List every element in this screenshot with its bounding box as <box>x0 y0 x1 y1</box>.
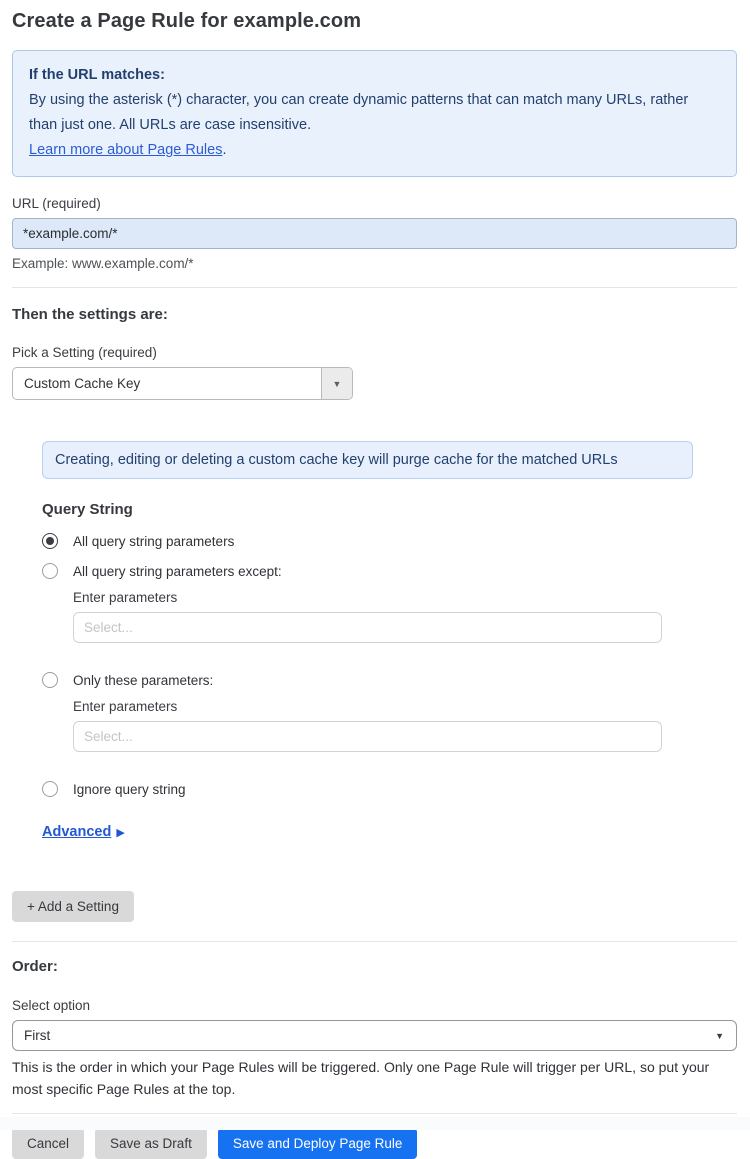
footer-actions <box>12 1128 737 1159</box>
chevron-down-icon: ▼ <box>715 1030 724 1041</box>
radio-button-icon[interactable] <box>42 672 58 688</box>
only-parameters-input[interactable] <box>73 721 662 752</box>
query-string-heading: Query String <box>42 501 133 518</box>
chevron-right-icon: ▶ <box>116 826 125 839</box>
info-box-body <box>29 88 720 163</box>
only-params-subfield <box>73 699 693 752</box>
enter-parameters-label: Enter parameters <box>73 590 178 605</box>
radio-button-icon[interactable] <box>42 533 58 549</box>
order-section-heading: Order: <box>12 958 58 975</box>
order-select-value: First <box>24 1028 51 1043</box>
order-select-dropdown[interactable] <box>12 1020 737 1051</box>
info-box-heading: If the URL matches: <box>29 67 165 83</box>
divider <box>12 941 737 942</box>
except-params-subfield <box>73 590 693 643</box>
settings-section-heading: Then the settings are: <box>12 306 168 323</box>
advanced-link-label: Advanced <box>42 824 112 840</box>
setting-picker-value: Custom Cache Key <box>24 376 141 391</box>
query-string-section <box>42 501 693 841</box>
advanced-link[interactable] <box>42 824 125 840</box>
url-field-label: URL (required) <box>12 196 101 211</box>
setting-picker-dropdown[interactable] <box>12 367 353 400</box>
radio-label: All query string parameters <box>73 533 235 549</box>
radio-label: All query string parameters except: <box>73 563 282 579</box>
page-bottom-strip <box>0 1117 750 1130</box>
cancel-button[interactable]: Cancel <box>12 1128 84 1159</box>
radio-label: Ignore query string <box>73 781 186 797</box>
page-title: Create a Page Rule for example.com <box>12 10 362 32</box>
add-setting-button[interactable]: + Add a Setting <box>12 891 134 922</box>
radio-all-params-except[interactable] <box>42 563 693 579</box>
save-and-deploy-button[interactable]: Save and Deploy Page Rule <box>218 1128 418 1159</box>
link-suffix: . <box>222 142 227 158</box>
url-match-info-box <box>12 50 737 177</box>
radio-all-query-params[interactable] <box>42 533 693 549</box>
info-box-text: By using the asterisk (*) character, you can create dynamic patterns that can match many URLs, rather than just one. All URLs are case insensitive. <box>29 92 689 133</box>
chevron-down-icon: ▼ <box>332 378 342 389</box>
url-input[interactable] <box>12 218 737 249</box>
url-example-hint: Example: www.example.com/* <box>12 256 194 271</box>
radio-button-icon[interactable] <box>42 563 58 579</box>
radio-only-these-params[interactable] <box>42 672 693 688</box>
divider <box>12 287 737 288</box>
setting-picker-label: Pick a Setting (required) <box>12 345 157 360</box>
cache-key-notice: Creating, editing or deleting a custom cache key will purge cache for the matched URLs <box>42 441 693 479</box>
enter-parameters-label: Enter parameters <box>73 699 178 714</box>
divider <box>12 1113 737 1114</box>
order-select-label: Select option <box>12 998 91 1013</box>
order-help-text: This is the order in which your Page Rules will be triggered. Only one Page Rule will trigger per URL, so put your most specific Page Rules at the top. <box>12 1059 710 1097</box>
radio-label: Only these parameters: <box>73 672 214 688</box>
radio-ignore-query-string[interactable] <box>42 781 693 797</box>
learn-more-link[interactable]: Learn more about Page Rules <box>29 142 223 158</box>
except-parameters-input[interactable] <box>73 612 662 643</box>
radio-button-icon[interactable] <box>42 781 58 797</box>
picker-arrow-segment[interactable] <box>321 368 352 399</box>
save-as-draft-button[interactable]: Save as Draft <box>95 1128 207 1159</box>
